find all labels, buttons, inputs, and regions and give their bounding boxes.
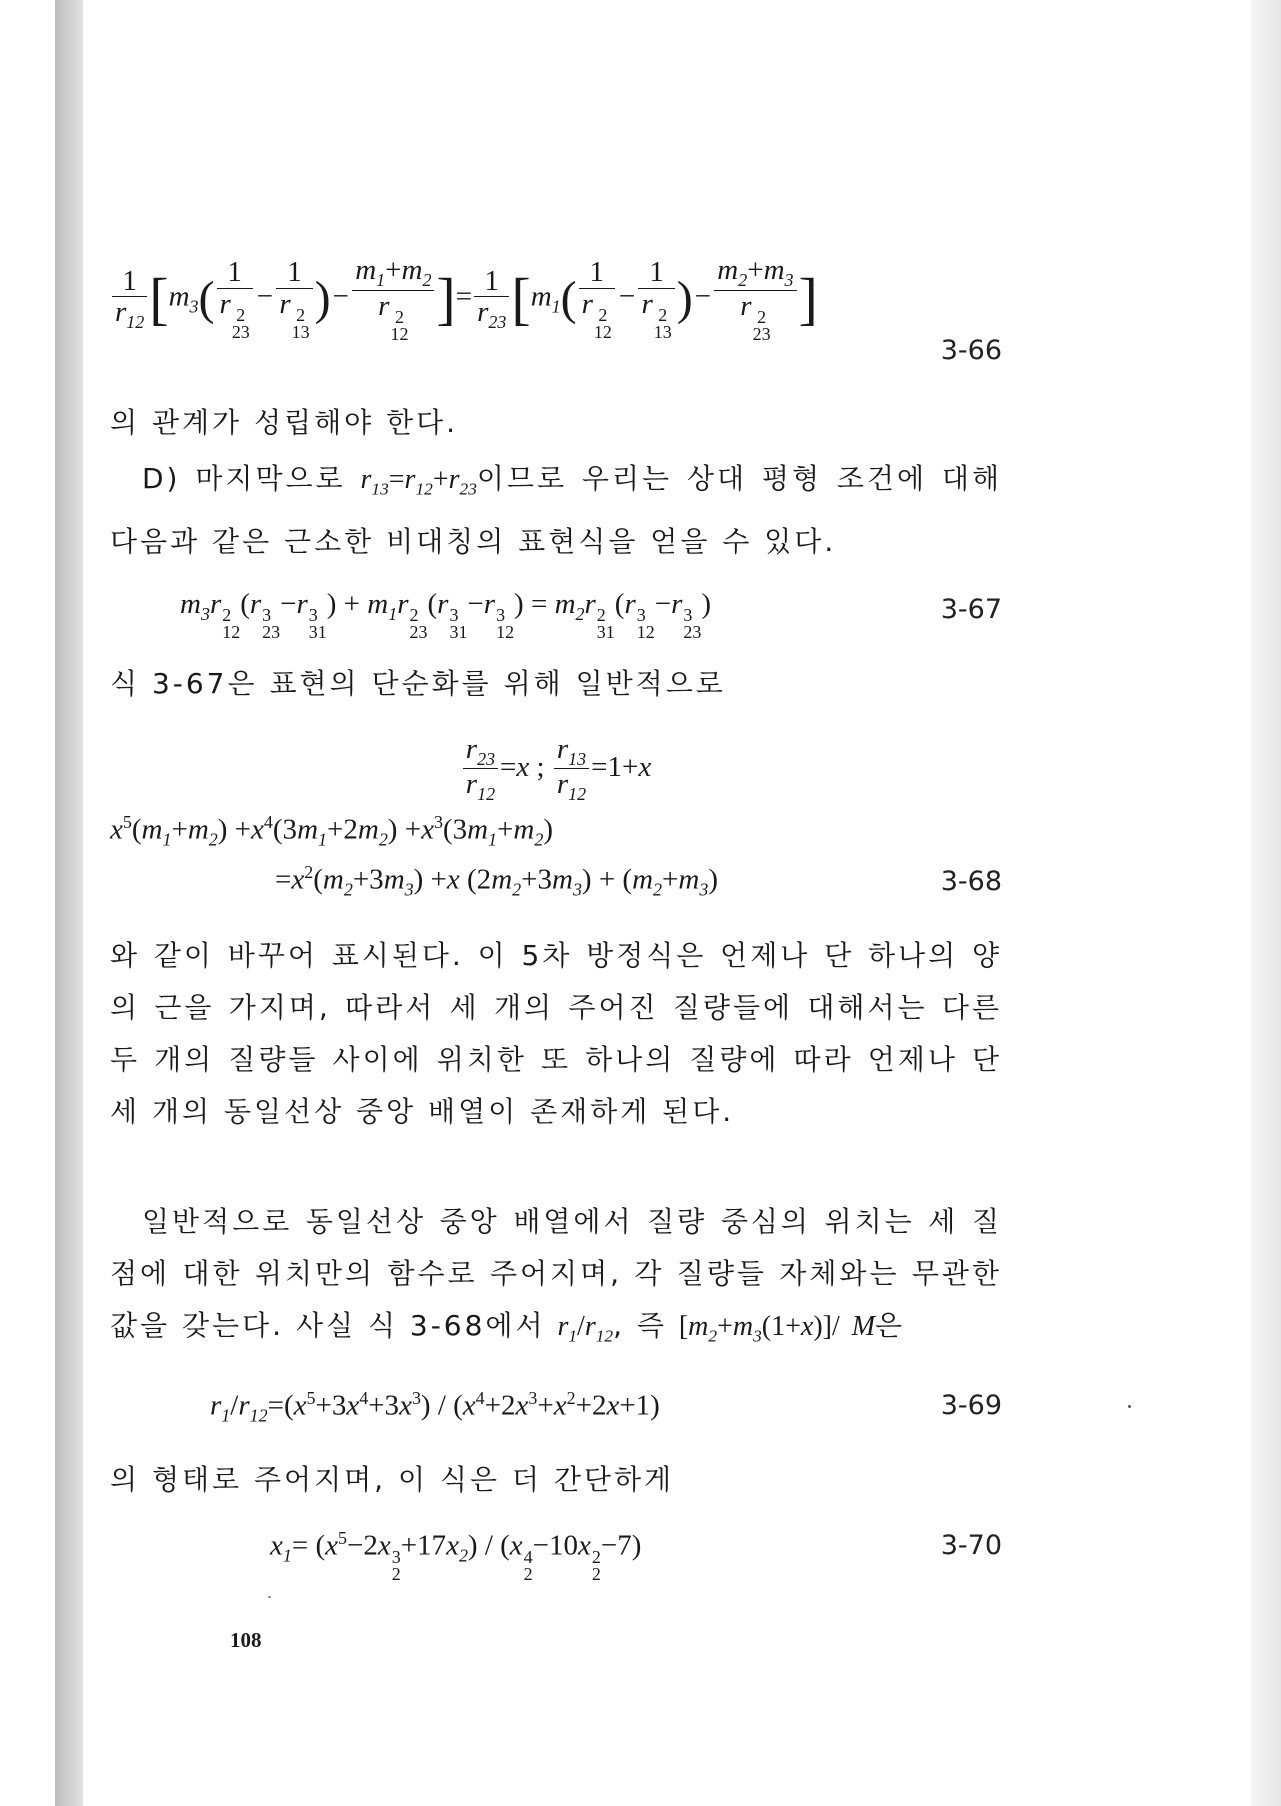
equation-number: 3-67	[940, 593, 1002, 625]
page-edge-left	[55, 0, 84, 1806]
text-run: 이므로 우리는 상대 평형 조건에 대해 다음과 같은 근소한 비대칭의 표현식을 얻을 수 있다.	[110, 462, 1002, 558]
equation-3-68-line2: $=x^2(m_2+3m_3) +x$ $(2m_2+3m_3) + (m_2+m_3)$ 3-68	[275, 861, 1002, 900]
text-run: , 즉	[613, 1308, 679, 1342]
stray-mark-bottom	[268, 1596, 271, 1598]
substitution-equation: $\frac{r_{23}}{r_{12}}$ =x ; $\frac{r_{13}}{r_{12}}$ =1+x	[110, 734, 1002, 804]
paragraph: 의 형태로 주어지며, 이 식은 더 간단하게	[110, 1463, 675, 1497]
equation-number: 3-69	[940, 1390, 1002, 1422]
equation-number: 3-68	[940, 865, 1002, 897]
equation-3-66: $\frac{1}{r_{12}}$ [$m_3$( 1 r 2 23 − 1 r 2 13 )− $m_1+m_2$ r 2 12 ]= $\frac{1}{r_{23}}$ [$m_1$( 1 r 2 12 − 1 r 2 13 )− $m_2+m_3$ r 2 23 ]	[110, 255, 1002, 335]
page-content	[110, 255, 1002, 1584]
equation-number: 3-70	[940, 1530, 1002, 1562]
inline-math: $[m_2+m_3(1+x)]/$	[678, 1310, 840, 1346]
inline-math: $r_1/r_{12}$	[557, 1310, 614, 1346]
stray-mark	[1128, 1405, 1131, 1408]
paragraph	[110, 453, 1002, 568]
text-run: D) 마지막으로	[142, 462, 361, 495]
paragraph: 와 같이 바꾸어 표시된다. 이 5차 방정식은 언제나 단 하나의 양의 근을 가지며, 따라서 세 개의 주어진 질량들에 대해서는 다른 두 개의 질량들 사이에 위치한 또 하나의 질량에 따라 언제나 단 세 개의 동일선상 중앙 배열이 존재하게 된다.	[110, 938, 1002, 1128]
equation-3-70: $x_1= (x^5-2x$ 3 2 $+17x_2) / (x$ 4 2 −10x 2 2 −7) 3-70	[270, 1528, 1002, 1584]
equation-3-66-number-row	[110, 335, 1002, 375]
inline-math: $r_{13}=r_{12}+r_{23}$	[360, 464, 477, 499]
equation-3-68-line1: $x^5(m_1+m_2) +x^4(3m_1+2m_2) +x^3(3m_1+m_2)$	[110, 811, 553, 850]
page-edge-right	[1251, 0, 1281, 1806]
equation-3-67: $m_3r$ 2 12 (r 3 23 −r 3 31 ) + $m_1r$ 2 23 (r 3 31 −r 3 12 ) = $m_2r$ 2 31 (r 3 12 −r 3 23 ) 3-67	[180, 587, 1002, 642]
equation-3-69: $r_1/r_{12}=(x^5+3x^4+3x^3) / (x^4+2x^3+x^2+2x+1)$ 3-69	[210, 1388, 1002, 1426]
paragraph: 식 3-67은 표현의 단순화를 위해 일반적으로	[110, 666, 726, 700]
text-run: 일반적으로 동일선상 중앙 배열에서 질량 중심의 위치는 세 질점에 대한 위치만의 함수로 주어지며, 각 질량들 자체와는 무관한 값을 갖는다. 사실 식 3-68에서	[110, 1204, 1002, 1342]
page-number: 108	[230, 1628, 262, 1652]
inline-math: M	[851, 1310, 876, 1342]
text-run: 은	[875, 1308, 906, 1342]
paragraph	[110, 1196, 1002, 1363]
equation-number: 3-66	[940, 335, 1002, 366]
paragraph: 의 관계가 성립해야 한다.	[110, 406, 459, 439]
